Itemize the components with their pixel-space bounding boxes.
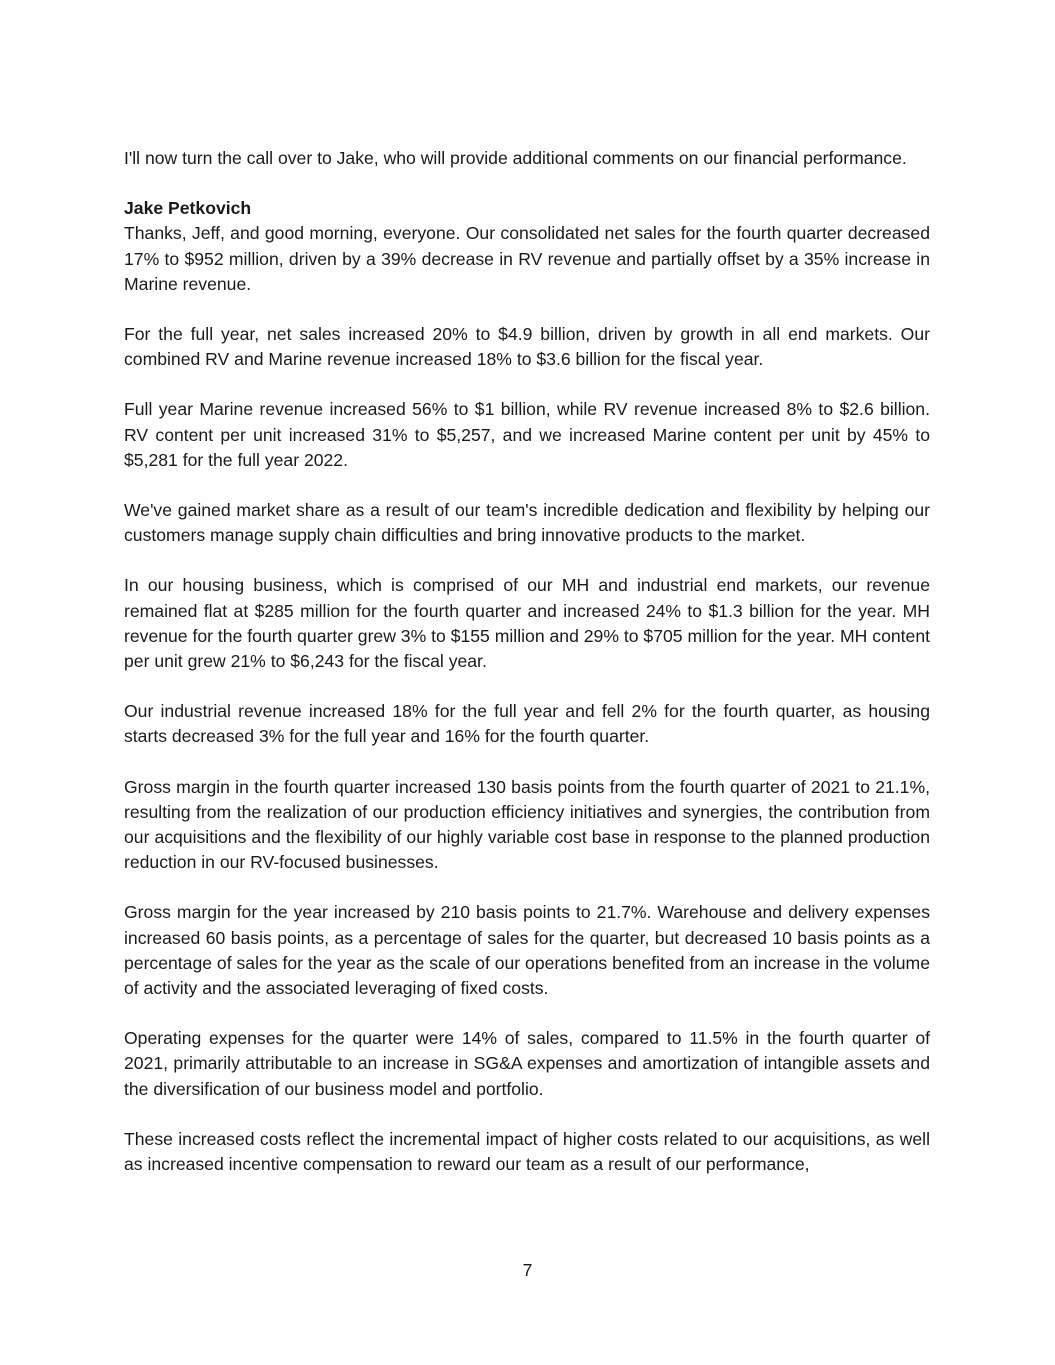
- paragraph: We've gained market share as a result of our team's incredible dedication and flexibility by helping our customers manage supply chain difficulties and bring innovative products to the market.: [124, 500, 930, 546]
- paragraph: Full year Marine revenue increased 56% to $1 billion, while RV revenue increased 8% to $2.6 billion. RV content per unit increased 31% to $5,257, and we increased Marine content per unit by 45% to $5,281 for the full year 2022.: [124, 399, 930, 470]
- paragraph: In our housing business, which is comprised of our MH and industrial end markets, our revenue remained flat at $285 million for the fourth quarter and increased 24% to $1.3 billion for the year. MH revenue for the fourth quarter grew 3% to $155 million and 29% to $705 million for the year. MH content per unit grew 21% to $6,243 for the fiscal year.: [124, 575, 930, 672]
- page-number: 7: [522, 1260, 533, 1280]
- document-page: [124, 146, 930, 1202]
- paragraph: These increased costs reflect the incremental impact of higher costs related to our acquisitions, as well as increased incentive compensation to reward our team as a result of our performance,: [124, 1128, 930, 1175]
- paragraph: Our industrial revenue increased 18% for the full year and fell 2% for the fourth quarter, as housing starts decreased 3% for the full year and 16% for the fourth quarter.: [124, 701, 930, 747]
- paragraph: For the full year, net sales increased 20% to $4.9 billion, driven by growth in all end markets. Our combined RV and Marine revenue increased 18% to $3.6 billion for the fiscal year.: [124, 324, 930, 370]
- speaker-name: Jake Petkovich: [124, 198, 252, 219]
- paragraph: Gross margin in the fourth quarter increased 130 basis points from the fourth quarter of 2021 to 21.1%, resulting from the realization of our production efficiency initiatives and synergies, the contribution from our acquisitions and the flexibility of our highly variable cost base in response to the planned production reduction in our RV-focused businesses.: [124, 776, 930, 873]
- paragraph: Thanks, Jeff, and good morning, everyone. Our consolidated net sales for the fourth quarter decreased 17% to $952 million, driven by a 39% decrease in RV revenue and partially offset by a 35% increase in Marine revenue.: [124, 223, 930, 294]
- paragraph: Gross margin for the year increased by 210 basis points to 21.7%. Warehouse and delivery expenses increased 60 basis points, as a percentage of sales for the quarter, but decreased 10 basis points as a percentage of sales for the year as the scale of our operations benefited from an increase in the volume of activity and the associated leveraging of fixed costs.: [124, 902, 930, 999]
- intro-paragraph: I'll now turn the call over to Jake, who will provide additional comments on our financial performance.: [124, 148, 907, 168]
- paragraph: Operating expenses for the quarter were 14% of sales, compared to 11.5% in the fourth quarter of 2021, primarily attributable to an increase in SG&A expenses and amortization of intangible assets and the diversification of our business model and portfolio.: [124, 1028, 930, 1099]
